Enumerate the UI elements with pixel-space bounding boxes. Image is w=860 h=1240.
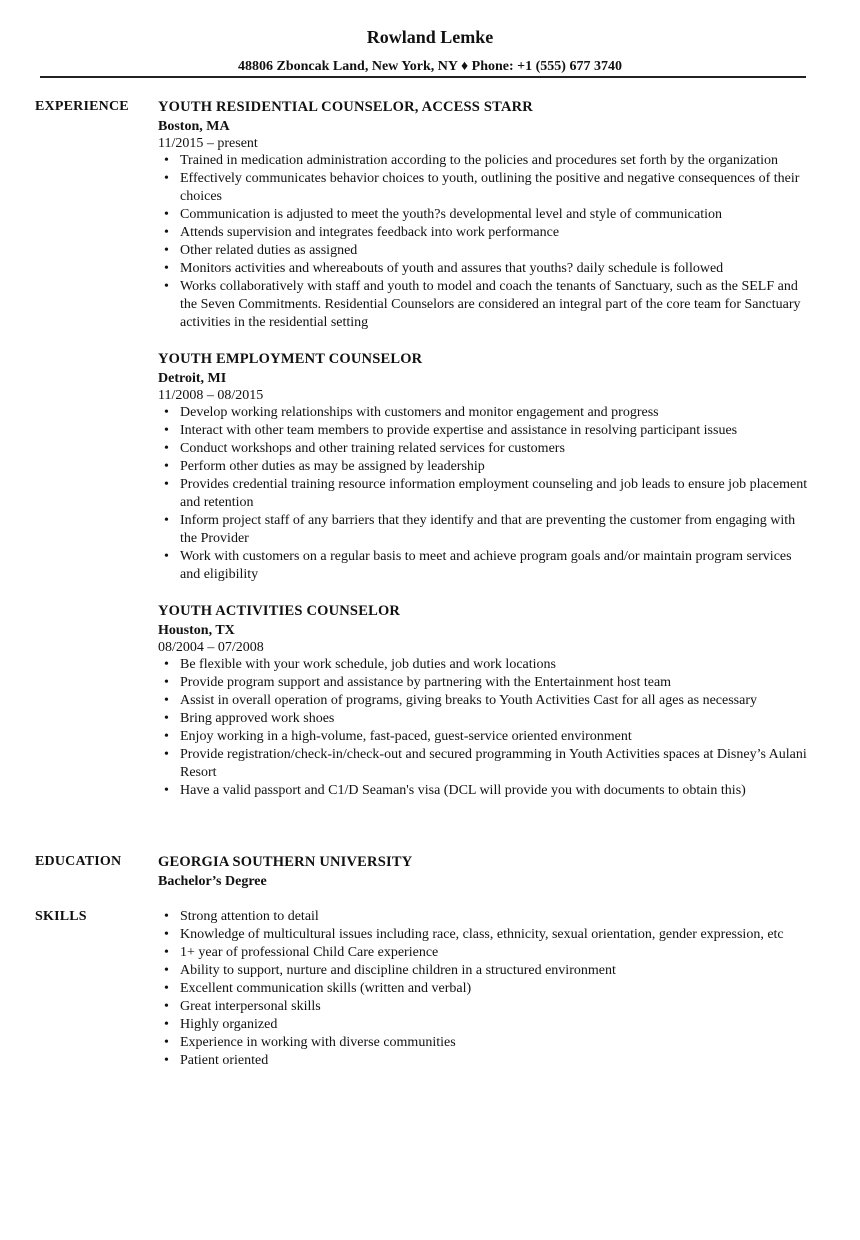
bullet-item: • Works collaboratively with staff and youth to model and coach the tenants of Sanctuary, such as the SELF and the Seven Commitments. Residential Counselors are considered an integral part of the core team for Sanctuary activities in the residential setting xyxy=(158,278,810,332)
bullet-item: • Provides credential training resource information employment counseling and job leads to ensure job placement and retention xyxy=(158,476,810,512)
skill-item: • 1+ year of professional Child Care experience xyxy=(158,944,810,962)
bullet-item: • Trained in medication administration according to the policies and procedures set forth by the organization xyxy=(158,152,810,170)
job-location: Boston, MA xyxy=(158,119,230,134)
experience-heading: EXPERIENCE xyxy=(35,99,129,114)
bullet-item: • Effectively communicates behavior choices to youth, outlining the positive and negative consequences of their choices xyxy=(158,170,810,206)
skill-item: • Patient oriented xyxy=(158,1052,810,1070)
job-dates: 11/2015 – present xyxy=(158,136,258,151)
skills-heading: SKILLS xyxy=(35,909,87,924)
skill-item: • Ability to support, nurture and discipline children in a structured environment xyxy=(158,962,810,980)
job-bullets xyxy=(158,656,810,800)
bullet-item: • Attends supervision and integrates feedback into work performance xyxy=(158,224,810,242)
bullet-item: • Provide program support and assistance by partnering with the Entertainment host team xyxy=(158,674,810,692)
skill-item: • Highly organized xyxy=(158,1016,810,1034)
bullet-item: • Enjoy working in a high-volume, fast-paced, guest-service oriented environment xyxy=(158,728,810,746)
education-body xyxy=(158,853,810,891)
bullet-item: • Monitors activities and whereabouts of youth and assures that youths? daily schedule is followed xyxy=(158,260,810,278)
school-name: GEORGIA SOUTHERN UNIVERSITY xyxy=(158,854,413,870)
bullet-item: • Other related duties as assigned xyxy=(158,242,810,260)
skills-list xyxy=(158,908,810,1070)
bullet-item: • Assist in overall operation of programs, giving breaks to Youth Activities Cast for all ages as necessary xyxy=(158,692,810,710)
bullet-item: • Inform project staff of any barriers that they identify and that are preventing the customer from engaging with the Provider xyxy=(158,512,810,548)
skill-item: • Strong attention to detail xyxy=(158,908,810,926)
skill-item: • Knowledge of multicultural issues including race, class, ethnicity, sexual orientation, gender expression, etc xyxy=(158,926,810,944)
job-title: YOUTH RESIDENTIAL COUNSELOR, ACCESS STARR xyxy=(158,99,533,115)
bullet-item: • Bring approved work shoes xyxy=(158,710,810,728)
header-divider xyxy=(40,76,806,78)
degree: Bachelor’s Degree xyxy=(158,874,267,889)
bullet-item: • Perform other duties as may be assigned by leadership xyxy=(158,458,810,476)
resume-header xyxy=(0,26,860,76)
skill-item: • Experience in working with diverse communities xyxy=(158,1034,810,1052)
job-entry xyxy=(158,98,810,332)
skills-body xyxy=(158,908,810,1070)
bullet-item: • Provide registration/check-in/check-out and secured programming in Youth Activities spaces at Disney’s Aulani Resort xyxy=(158,746,810,782)
bullet-item: • Be flexible with your work schedule, job duties and work locations xyxy=(158,656,810,674)
skill-item: • Excellent communication skills (written and verbal) xyxy=(158,980,810,998)
candidate-name: Rowland Lemke xyxy=(366,27,494,47)
job-bullets xyxy=(158,152,810,332)
bullet-item: • Develop working relationships with customers and monitor engagement and progress xyxy=(158,404,810,422)
bullet-item: • Conduct workshops and other training related services for customers xyxy=(158,440,810,458)
bullet-item: • Have a valid passport and C1/D Seaman's visa (DCL will provide you with documents to obtain this) xyxy=(158,782,810,800)
job-location: Houston, TX xyxy=(158,623,235,638)
skill-item: • Great interpersonal skills xyxy=(158,998,810,1016)
job-entry xyxy=(158,602,810,800)
job-bullets xyxy=(158,404,810,584)
job-title: YOUTH ACTIVITIES COUNSELOR xyxy=(158,603,401,619)
contact-line: 48806 Zboncak Land, New York, NY ♦ Phone: +1 (555) 677 3740 xyxy=(238,59,622,74)
job-dates: 11/2008 – 08/2015 xyxy=(158,388,264,403)
job-title: YOUTH EMPLOYMENT COUNSELOR xyxy=(158,351,423,367)
bullet-item: • Work with customers on a regular basis to meet and achieve program goals and/or maintain program services and eligibility xyxy=(158,548,810,584)
experience-body xyxy=(158,98,810,818)
job-entry xyxy=(158,350,810,584)
bullet-item: • Interact with other team members to provide expertise and assistance in resolving participant issues xyxy=(158,422,810,440)
job-location: Detroit, MI xyxy=(158,371,227,386)
education-heading: EDUCATION xyxy=(35,854,122,869)
job-dates: 08/2004 – 07/2008 xyxy=(158,640,264,655)
bullet-item: • Communication is adjusted to meet the youth?s developmental level and style of communication xyxy=(158,206,810,224)
